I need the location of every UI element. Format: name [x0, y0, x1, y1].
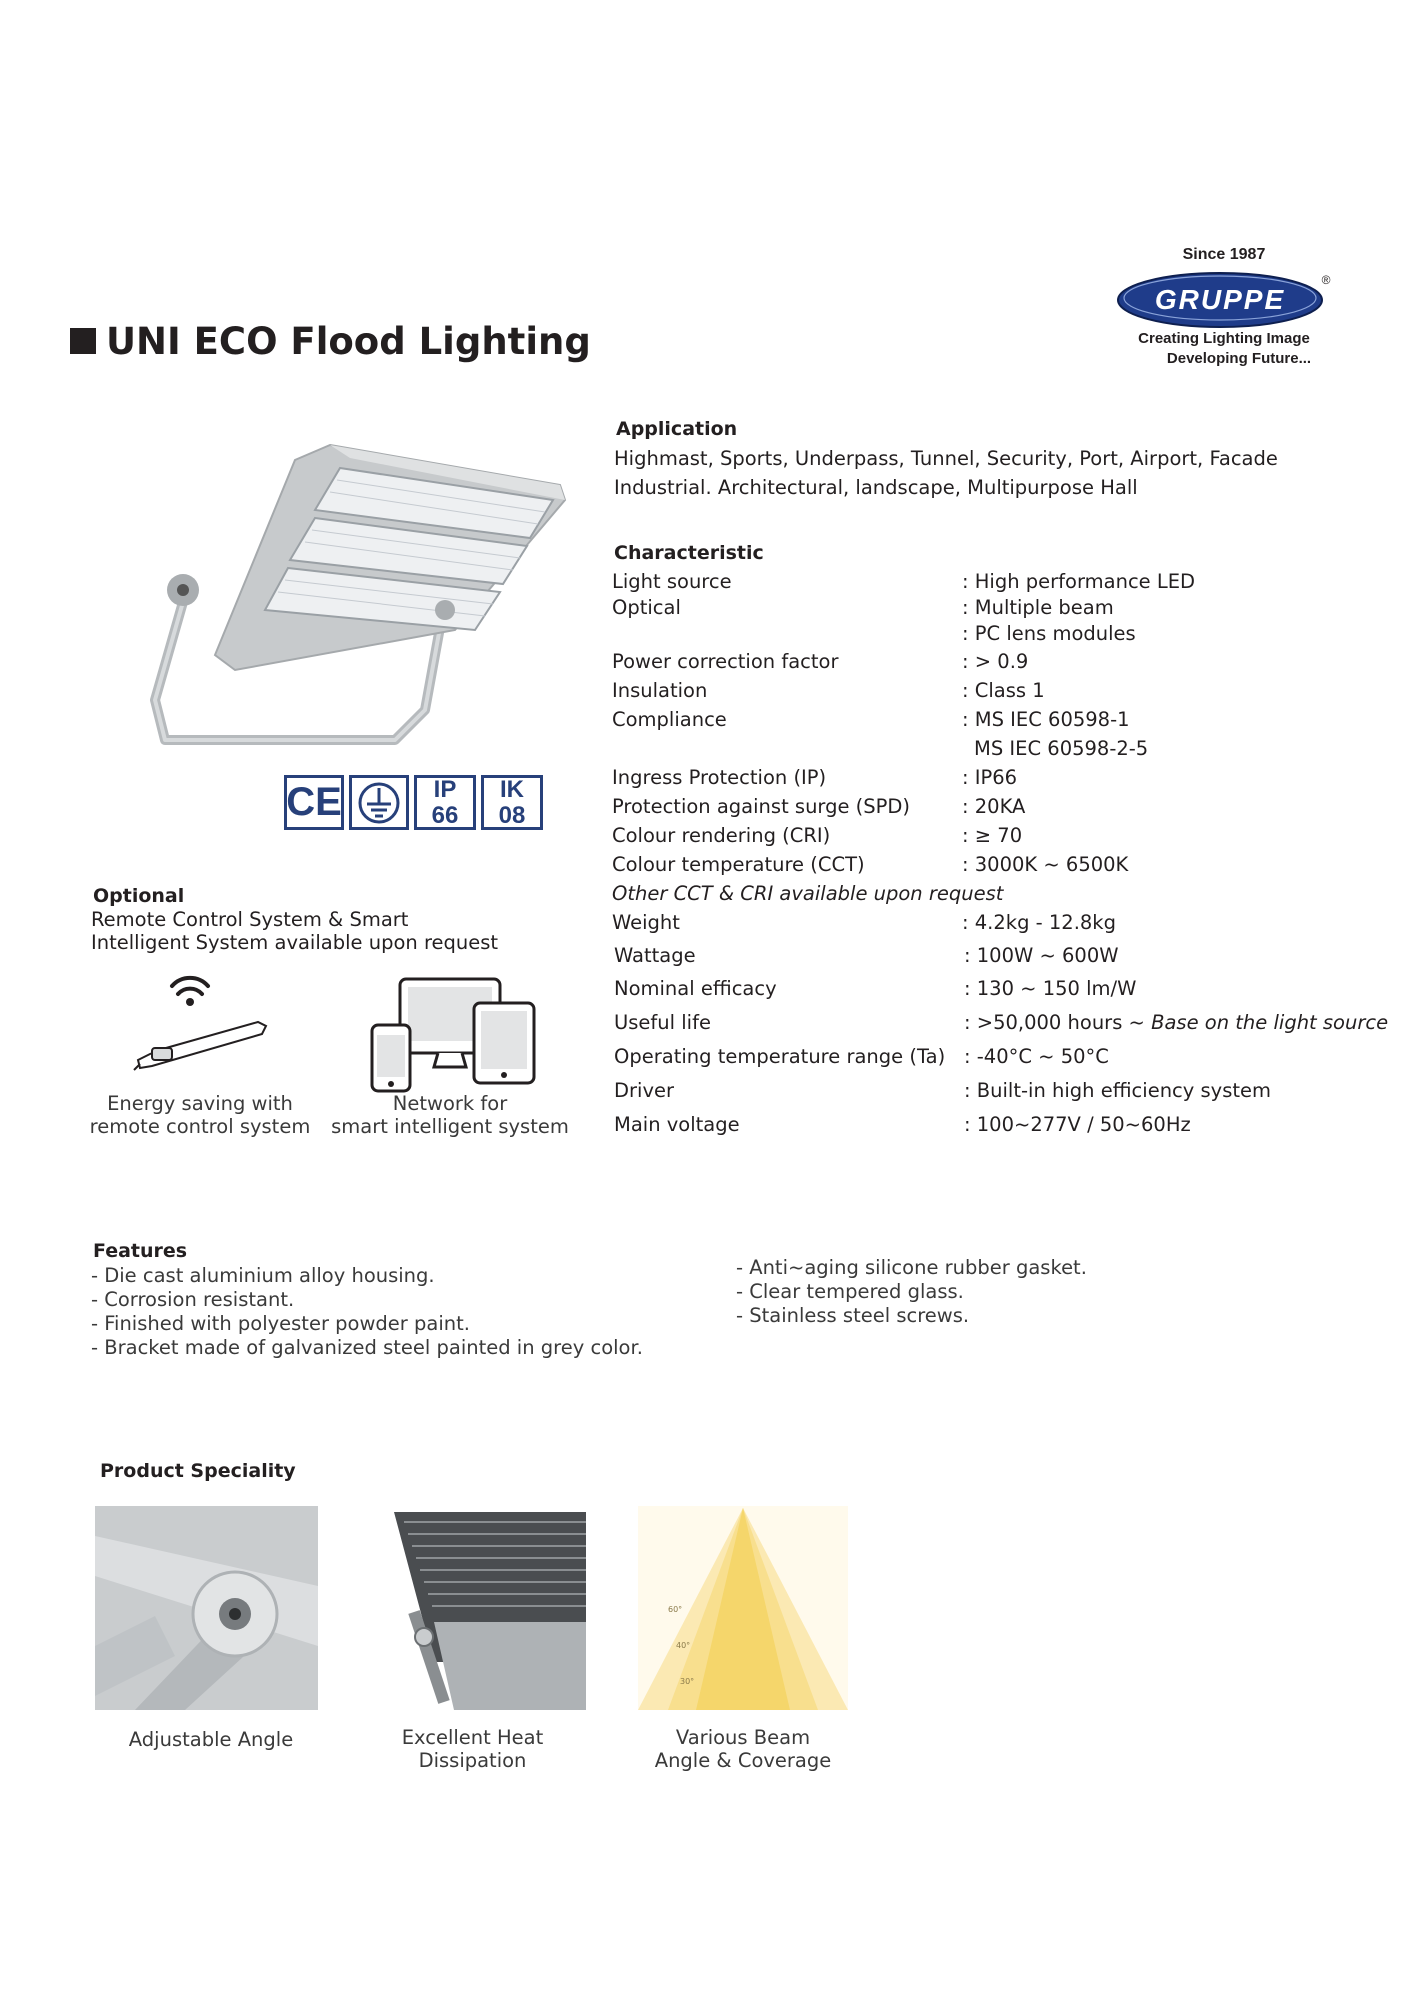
characteristic-table	[612, 0, 1389, 1200]
spec-value: : High performance LED	[962, 570, 1196, 593]
spec-label: Driver	[614, 1079, 675, 1102]
spec-label: Wattage	[614, 944, 696, 967]
beam-angle-caption: Various Beam Angle & Coverage	[654, 1726, 832, 1772]
spec-value: : 100~277V / 50~60Hz	[964, 1113, 1191, 1136]
feature-item: - Anti~aging silicone rubber gasket.	[736, 1256, 1087, 1279]
spec-label: Colour rendering (CRI)	[612, 824, 831, 847]
remote-control-streetlight-icon	[130, 968, 270, 1080]
spec-label: Power correction factor	[612, 650, 839, 673]
spec-value: : Class 1	[962, 679, 1045, 702]
spec-label: Useful life	[614, 1011, 711, 1034]
spec-label: Insulation	[612, 679, 708, 702]
heat-dissipation-image	[374, 1512, 586, 1710]
product-speciality-heading: Product Speciality	[100, 1460, 296, 1482]
spec-value: : >50,000 hours ~ Base on the light source	[964, 1011, 1389, 1034]
spec-value: : 130 ~ 150 lm/W	[964, 977, 1137, 1000]
feature-item: - Stainless steel screws.	[736, 1304, 970, 1327]
spec-value: : -40°C ~ 50°C	[964, 1045, 1109, 1068]
page-title-row	[70, 318, 591, 364]
logo-since: Since 1987	[1182, 246, 1266, 263]
ik08-rating-icon: IK 08	[481, 775, 543, 830]
spec-label: Weight	[612, 911, 680, 934]
ip66-rating-icon: IP 66	[414, 775, 476, 830]
spec-value: : > 0.9	[962, 650, 1029, 673]
spec-label: Ingress Protection (IP)	[612, 766, 827, 789]
spec-value: : 20KA	[962, 795, 1026, 818]
spec-value: : MS IEC 60598-1	[962, 708, 1130, 731]
logo-tagline-1: Creating Lighting Image	[1138, 330, 1310, 347]
application-heading: Application	[616, 418, 738, 440]
feature-item: - Finished with polyester powder paint.	[91, 1312, 470, 1335]
spec-value: MS IEC 60598-2-5	[974, 737, 1149, 760]
spec-label: Operating temperature range (Ta)	[614, 1045, 946, 1068]
feature-item: - Die cast aluminium alloy housing.	[91, 1264, 435, 1287]
logo-registered: ®	[1321, 273, 1331, 287]
application-line: Highmast, Sports, Underpass, Tunnel, Security, Port, Airport, Facade	[614, 447, 1278, 470]
adjustable-angle-caption: Adjustable Angle	[128, 1728, 294, 1751]
application-line: Industrial. Architectural, landscape, Multipurpose Hall	[614, 476, 1138, 499]
spec-value: : PC lens modules	[962, 622, 1136, 645]
spec-value: : IP66	[962, 766, 1018, 789]
characteristic-heading: Characteristic	[614, 542, 764, 564]
spec-value: : Built-in high efficiency system	[964, 1079, 1272, 1102]
title-bullet-square	[70, 328, 96, 354]
feature-item: - Corrosion resistant.	[91, 1288, 295, 1311]
features-list-left	[91, 1264, 643, 1360]
network-caption: Network for smart intelligent system	[331, 1092, 569, 1138]
spec-value: : ≥ 70	[962, 824, 1023, 847]
spec-label: Optical	[612, 596, 681, 619]
ce-mark-icon: CE	[284, 775, 344, 830]
certification-icons	[284, 775, 543, 830]
spec-value: : 4.2kg - 12.8kg	[962, 911, 1116, 934]
beam-angle-image	[638, 1506, 848, 1710]
spec-label: Compliance	[612, 708, 727, 731]
earth-ground-icon	[349, 775, 409, 830]
page-title: UNI ECO Flood Lighting	[106, 319, 591, 363]
spec-label: Colour temperature (CCT)	[612, 853, 865, 876]
feature-item: - Clear tempered glass.	[736, 1280, 964, 1303]
features-list-right	[736, 1256, 1087, 1328]
logo-brand: GRUPPE	[1154, 284, 1286, 315]
beam-angle-60: 60°	[668, 1605, 683, 1614]
spec-label: Protection against surge (SPD)	[612, 795, 911, 818]
network-devices-icon	[370, 975, 540, 1095]
spec-value: : 100W ~ 600W	[964, 944, 1119, 967]
spec-note: Other CCT & CRI available upon request	[612, 882, 1004, 905]
feature-item: - Bracket made of galvanized steel painted in grey color.	[91, 1336, 643, 1359]
logo-tagline-2: Developing Future...	[1166, 350, 1312, 367]
spec-value: : Multiple beam	[962, 596, 1114, 619]
spec-value: : 3000K ~ 6500K	[962, 853, 1129, 876]
spec-label: Nominal efficacy	[614, 977, 777, 1000]
features-heading: Features	[93, 1240, 188, 1262]
optional-heading: Optional	[93, 885, 185, 907]
heat-dissipation-caption: Excellent Heat Dissipation	[401, 1726, 544, 1772]
beam-angle-40: 40°	[676, 1641, 691, 1650]
spec-value-note: Base on the light source	[1151, 1011, 1389, 1034]
flood-light-product-image	[125, 440, 585, 760]
remote-control-caption: Energy saving with remote control system	[89, 1092, 311, 1138]
spec-label: Light source	[612, 570, 732, 593]
optional-line: Remote Control System & Smart	[91, 908, 409, 931]
adjustable-angle-image	[95, 1506, 318, 1710]
spec-label: Main voltage	[614, 1113, 740, 1136]
optional-line: Intelligent System available upon request	[91, 931, 499, 954]
beam-angle-30: 30°	[680, 1677, 695, 1686]
